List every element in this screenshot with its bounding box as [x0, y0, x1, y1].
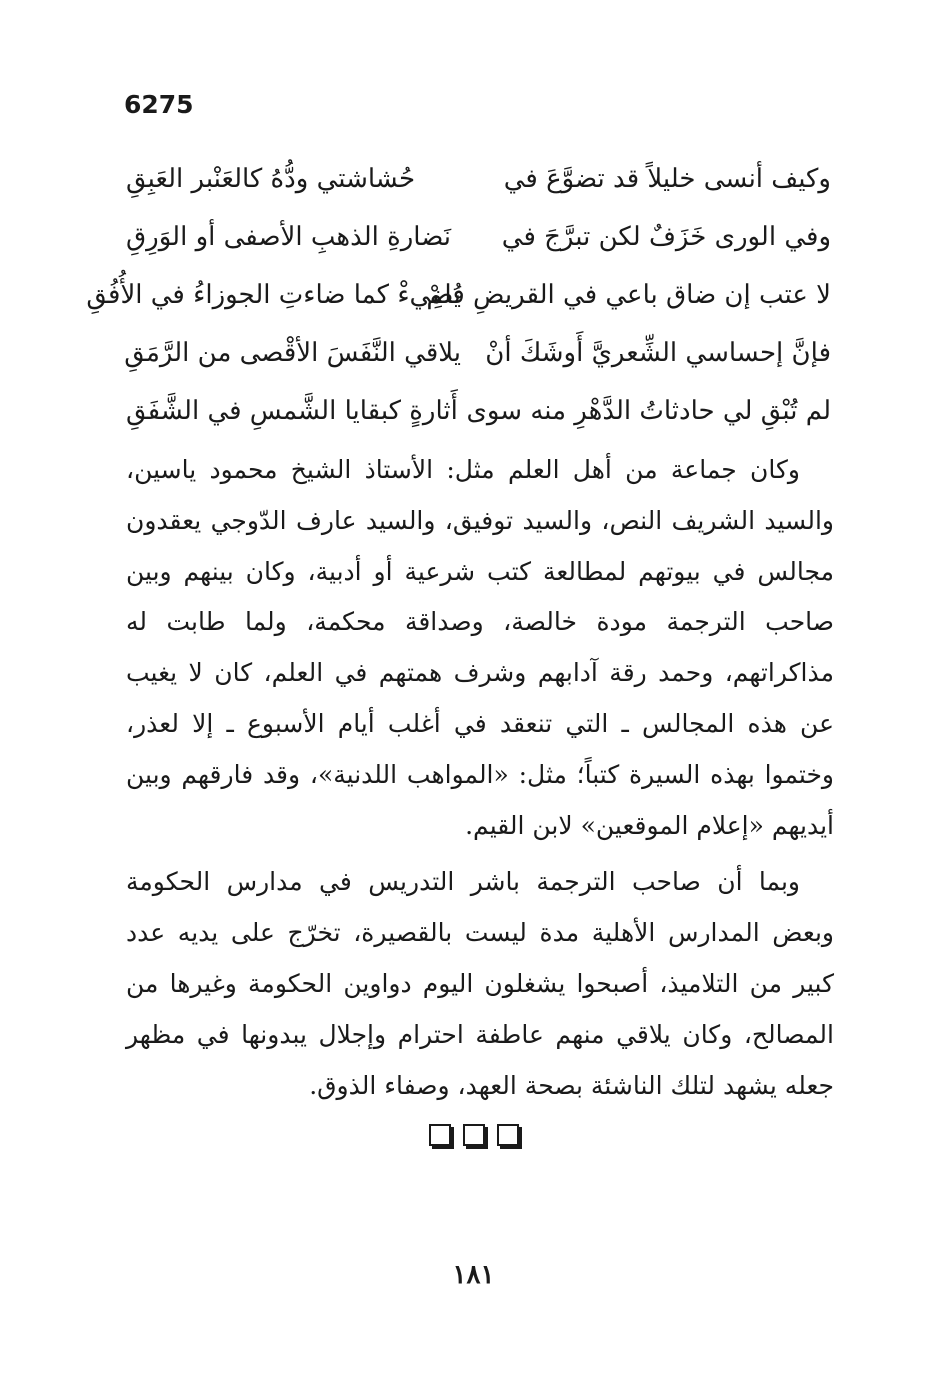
verse-first-hemistich: وكيف أنسى خليلاً قد تضوَّعَ في — [503, 164, 831, 194]
verse-first-hemistich: وفي الورى خَزَفٌ لكن تبرَّجَ في — [501, 222, 831, 252]
square-ornament-icon — [429, 1124, 451, 1146]
verse-second-hemistich: حُشاشتي ودُّهُ كالعَنْبر العَبِقِ — [126, 164, 416, 194]
section-separator-icon — [0, 1124, 947, 1146]
verse-first-hemistich: لم تُبْقِ لي حادثاتُ الدَّهْرِ منه سوى — [466, 396, 831, 426]
verse — [126, 150, 831, 208]
verse-second-hemistich: يلاقي النَّفَسَ الأقْصى من الرَّمَقِ — [124, 338, 461, 368]
verse-second-hemistich: نَضارةِ الذهبِ الأصفى أو الوَرِقِ — [126, 222, 452, 252]
square-ornament-icon — [497, 1124, 519, 1146]
square-ornament-icon — [463, 1124, 485, 1146]
body-text — [126, 445, 834, 1117]
verse-first-hemistich: فإنَّ إحساسي الشِّعريَّ أَوشَكَ أنْ — [485, 338, 831, 368]
verse — [126, 382, 831, 440]
paragraph: وبما أن صاحب الترجمة باشر التدريس في مدارس الحكومة وبعض المدارس الأهلية مدة ليست بالقصيرة، تخرّج على يديه عدد كبير من التلاميذ، أصبحوا يشغلون اليوم دواوين الحكومة وغيرها من المصالح، وكان يلاقي منهم عاطفة احترام وإجلال يبدونها في مظهر جعله يشهد لتلك الناشئة بصحة العهد، وصفاء الذوق. — [126, 867, 834, 1100]
verse-second-hemistich: أَثارةٍ كبقايا الشَّمسِ في الشَّفَقِ — [126, 396, 458, 426]
page-id-number: 6275 — [124, 90, 194, 119]
verse-first-hemistich: لا عتب إن ضاق باعي في القريضِ فلمْ — [426, 280, 831, 310]
verse — [126, 324, 831, 382]
page-number: ١٨١ — [452, 1260, 495, 1290]
paragraph: وكان جماعة من أهل العلم مثل: الأستاذ الشيخ محمود ياسين، والسيد الشريف النص، والسيد توفيق، والسيد عارف الدّوجي يعقدون مجالس في بيوتهم لمطالعة كتب شرعية أو أدبية، وكان بينهم وبين صاحب الترجمة مودة خالصة، وصداقة محكمة، ولما طابت له مذاكراتهم، وحمد رقة آدابهم وشرف همتهم في العلم، كان لا يغيب عن هذه المجالس ـ التي تنعقد في أغلب أيام الأسبوع ـ إلا لعذر، وختموا بهذه السيرة كتباً؛ مثل: «المواهب اللدنية»، وقد فارقهم وبين أيديهم «إعلام الموقعين» لابن القيم. — [126, 455, 834, 840]
verse — [86, 266, 831, 324]
poem — [86, 150, 831, 440]
verse — [126, 208, 831, 266]
verse-second-hemistich: يُضِيءْ كما ضاءتِ الجوزاءُ في الأُفُقِ — [86, 280, 461, 310]
